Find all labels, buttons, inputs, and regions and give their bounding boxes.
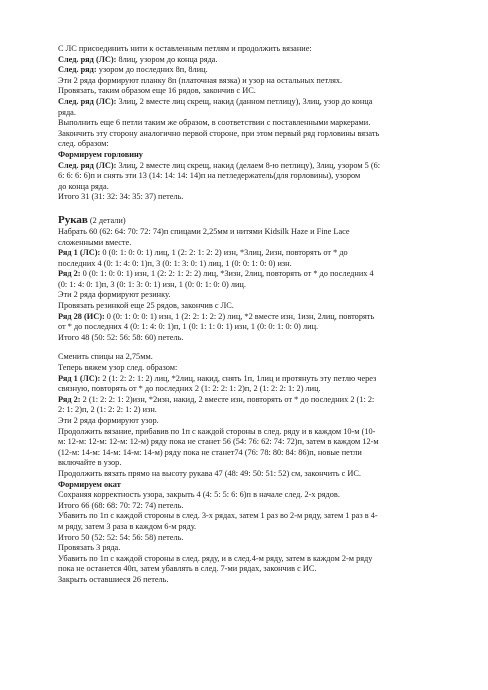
spacer xyxy=(58,203,440,212)
text-line: 2: 1: 2)п, 2 (1: 2: 2: 1: 2) изн. xyxy=(58,405,157,415)
text-line: След. ряд (ЛС): 3лиц, 2 вместе лиц скрещ, накид (делаем 8-ю петлицу), 3лиц, узором 5 (6: xyxy=(58,160,381,170)
text-line: Закрыть оставшиеся 26 петель. xyxy=(58,574,169,584)
text-line: пока не останется 40п, затем убавлять в след. 7-ми рядах, закончив с ИС. xyxy=(58,564,317,574)
text-line: След. ряд (ЛС): 3лиц, 2 вместе лиц скрещ, накид (данном петлицу), 3лиц, узор до конца xyxy=(58,96,373,106)
text-line: Ряд 2: 2 (1: 2: 2: 1: 2)изн, *2изн, накид, 2 вместе изн, повторять от * до последних 2 (1: 2: xyxy=(58,394,375,404)
text-line: м ряду, затем 3 раза в каждом 6-м ряду. xyxy=(58,521,197,531)
text-line: Набрать 60 (62: 64: 70: 72: 74)п спицами 2,25мм и нитями Kidsilk Haze и Fine Lace xyxy=(58,226,350,236)
text-line: Итого 31 (31: 32: 34: 35: 37) петель. xyxy=(58,192,184,202)
text-line: Сохраняя корректность узора, закрыть 4 (4: 5: 5: 6: 6)п в начале след. 2-х рядов. xyxy=(58,490,340,500)
row-label: След. ряд: xyxy=(58,65,97,75)
text-line: Итого 48 (50: 52: 56: 58: 60) петель. xyxy=(58,332,184,342)
text-line: Итого 66 (68: 68: 70: 72: 74) петель. xyxy=(58,500,184,510)
text-line: Ряд 1 (ЛС): 2 (1: 2: 2: 1: 2) лиц, *2лиц, накид, снять 1п, 1лиц и протянуть эту петлю через xyxy=(58,373,377,383)
subheading-sleeve-cap: Формируем окат xyxy=(58,479,121,489)
text-line: Эти 2 ряда формируют планку 8п (платочная вязка) и узор на остальных петлях. xyxy=(58,75,343,85)
text-line: Эти 2 ряда формируют узор. xyxy=(58,416,159,425)
text-line: (0: 1: 4: 0: 1)п, 3 (0: 1: 3: 0: 1) изн, 1 (0: 0: 1: 0: 0) лиц. xyxy=(58,279,246,289)
text-line: Продолжить вязание, прибавив по 1п с каждой стороны в след. ряду и в каждом 10-м (10- xyxy=(58,426,376,436)
subheading-neckline: Формируем горловину xyxy=(58,149,143,159)
text-line: Сменить спицы на 2,75мм. xyxy=(58,352,153,362)
text-line: Провязать резинкой еще 25 рядов, закончив с ЛС. xyxy=(58,301,234,311)
text-line: Закончить эту сторону аналогично первой стороне, при этом первый ряд горловины вязать xyxy=(58,128,380,138)
text-line: Ряд 1 (ЛС): 0 (0: 1: 0: 0: 1) лиц, 1 (2: 2: 1: 2: 2) изн, *3лиц, 2изн, повторять от * до xyxy=(58,248,348,258)
text-line: Ряд 28 (ИС): 0 (0: 1: 0: 0: 1) изн, 1 (2: 2: 1: 2: 2) лиц, *2 вместе изн, 1изн, 2лиц, повторять xyxy=(58,311,375,321)
text-line: след. образом: xyxy=(58,139,109,149)
row-label: Ряд 1 (ЛС): xyxy=(58,248,101,258)
text-line: м: 12-м: 12-м: 12-м: 12-м) ряду пока не станет 56 (54: 76: 62: 74: 72)п, затем в каждом 12-м xyxy=(58,437,379,447)
text-line: 6: 6: 6: 6)п и снять эти 13 (14: 14: 14: 14)п на петледержатель(для горловины), узором xyxy=(58,171,361,181)
text-line: от * до последних 4 (0: 1: 4: 0: 1)п, 1 (0: 1: 1: 0: 1) изн, 1 (0: 0: 1: 0: 0) лиц. xyxy=(58,322,319,332)
text-line: Итого 50 (52: 52: 54: 56: 58) петель. xyxy=(58,532,184,542)
text-line: Провязать 3 ряда. xyxy=(58,543,121,553)
text-line: связную, повторять от * до последних 2 (1: 2: 2: 1: 2)п, 2 (1: 2: 2: 1: 2) лиц. xyxy=(58,384,321,394)
row-label: Ряд 1 (ЛС): xyxy=(58,373,101,383)
row-label: Ряд 2: xyxy=(58,394,81,404)
row-label: Ряд 28 (ИС): xyxy=(58,311,105,321)
text-line: Убавить по 1п с каждой стороны в след. ряду, и в след.4-м ряду, затем в каждом 2-м ряду xyxy=(58,553,373,563)
text-line: След. ряд (ЛС): 8лиц, узором до конца ряда. xyxy=(58,54,218,64)
text-line: Ряд 2: 0 (0: 1: 0: 0: 1) изн, 1 (2: 2: 1: 2: 2) лиц, *3изн, 2лиц, повторять от * до последних 4 xyxy=(58,269,374,279)
text-line: ряда. xyxy=(58,107,76,117)
text-line: Выполнить еще 6 петли таким же образом, в соответствии с поставленными маркерами. xyxy=(58,118,371,128)
row-label: Ряд 2: xyxy=(58,269,81,279)
text-line: Теперь вяжем узор след. образом: xyxy=(58,363,178,373)
row-label: След. ряд (ЛС): xyxy=(58,54,117,64)
text-line: включайте в узор. xyxy=(58,458,122,468)
row-label: След. ряд (ЛС): xyxy=(58,160,117,170)
row-label: След. ряд (ЛС): xyxy=(58,96,117,106)
text-line: Убавить по 1п с каждой стороны в след. 3-х рядах, затем 1 раз во 2-м ряду, затем 1 раз в 4- xyxy=(58,511,378,521)
text-line: до конца ряда. xyxy=(58,181,109,191)
text-line: Провязать, таким образом еще 16 рядов, закончив с ИС. xyxy=(58,86,256,96)
text-line: Эти 2 ряда формируют резинку. xyxy=(58,290,171,300)
text-line: последних 4 (0: 1: 4: 0: 1)п, 3 (0: 1: 3: 0: 1) лиц, 1 (0: 0: 1: 0: 0) изн. xyxy=(58,258,292,268)
spacer xyxy=(58,343,440,352)
section-title-sleeve: Рукав (2 детали) xyxy=(58,213,126,226)
text-line: сложенными вместе. xyxy=(58,237,132,247)
text-line: След. ряд: узором до последних 8п, 8лиц. xyxy=(58,65,208,75)
text-line: (12-м: 14-м: 14-м: 14-м: 14-м) ряду пока не станет74 (76: 78: 80: 84: 86)п, новые петли xyxy=(58,447,362,457)
text-line: Продолжить вязать прямо на высоту рукава 47 (48: 49: 50: 51: 52) см, закончить с ИС. xyxy=(58,468,361,478)
text-line: С ЛС присоединить нити к оставленным петлям и продолжить вязание: xyxy=(58,44,312,53)
